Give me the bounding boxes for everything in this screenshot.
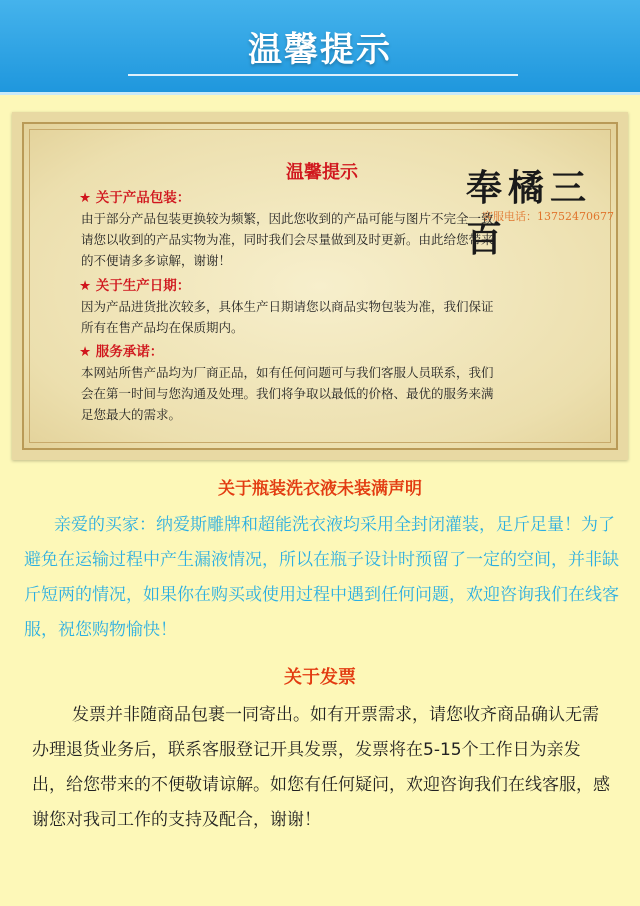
section-body-packaging [81,208,571,271]
section-heading-production-date: ★ 关于生产日期： [79,278,191,294]
header-banner [0,0,640,95]
section-line: 足您最大的需求。 [81,407,182,422]
brand-seal: 奉橘三百 [466,167,593,260]
section-heading-packaging: ★ 关于产品包装： [79,190,191,206]
section-line: 本网站所售产品均为厂商正品，如有任何问题可与我们客服人员联系，我们 [81,365,494,380]
seal-phone: 客服电话：13752470677 [482,210,614,223]
notice-card [12,112,628,460]
section-line: 的不便请多多谅解，谢谢！ [81,253,232,268]
section-body-production-date [81,296,571,338]
section-line: 请您以收到的产品实物为准，同时我们会尽量做到及时更新。由此给您带来 [81,232,494,247]
section-line: 所有在售产品均在保质期内。 [81,320,244,335]
section-line: 由于部分产品包装更换较为频繁，因此您收到的产品可能与图片不完全一致， [81,211,507,226]
section-line: 因为产品进货批次较多，具体生产日期请您以商品实物包装为准，我们保证 [81,299,494,314]
section-heading-service: ★ 服务承诺： [79,344,164,360]
notice-frame [22,122,618,450]
invoice-body: 发票并非随商品包裹一同寄出。如有开票需求，请您收齐商品确认无需办理退货业务后，联系客服登记开具发票，发票将在5-15个工作日为亲发出，给您带来的不便敬请谅解。如您有任何疑问，欢迎咨询我们在线客服，感谢您对我司工作的支持及配合，谢谢！ [32,705,610,830]
notice-title: 温馨提示 [286,162,358,183]
invoice-title: 关于发票 [284,667,356,688]
section-body-service [81,362,571,425]
declaration-body: 亲爱的买家：纳爱斯雕牌和超能洗衣液均采用全封闭灌装，足斤足量！为了避免在运输过程中产生漏液情况，所以在瓶子设计时预留了一定的空间，并非缺斤短两的情况，如果你在购买或使用过程中遇到任何问题，欢迎咨询我们在线客服，祝您购物愉快！ [24,515,619,640]
section-line: 会在第一时间与您沟通及处理。我们将争取以最低的价格、最优的服务来满 [81,386,494,401]
header-underline [128,74,518,76]
header-title: 温馨提示 [248,30,392,70]
declaration-title: 关于瓶装洗衣液未装满声明 [218,479,422,499]
